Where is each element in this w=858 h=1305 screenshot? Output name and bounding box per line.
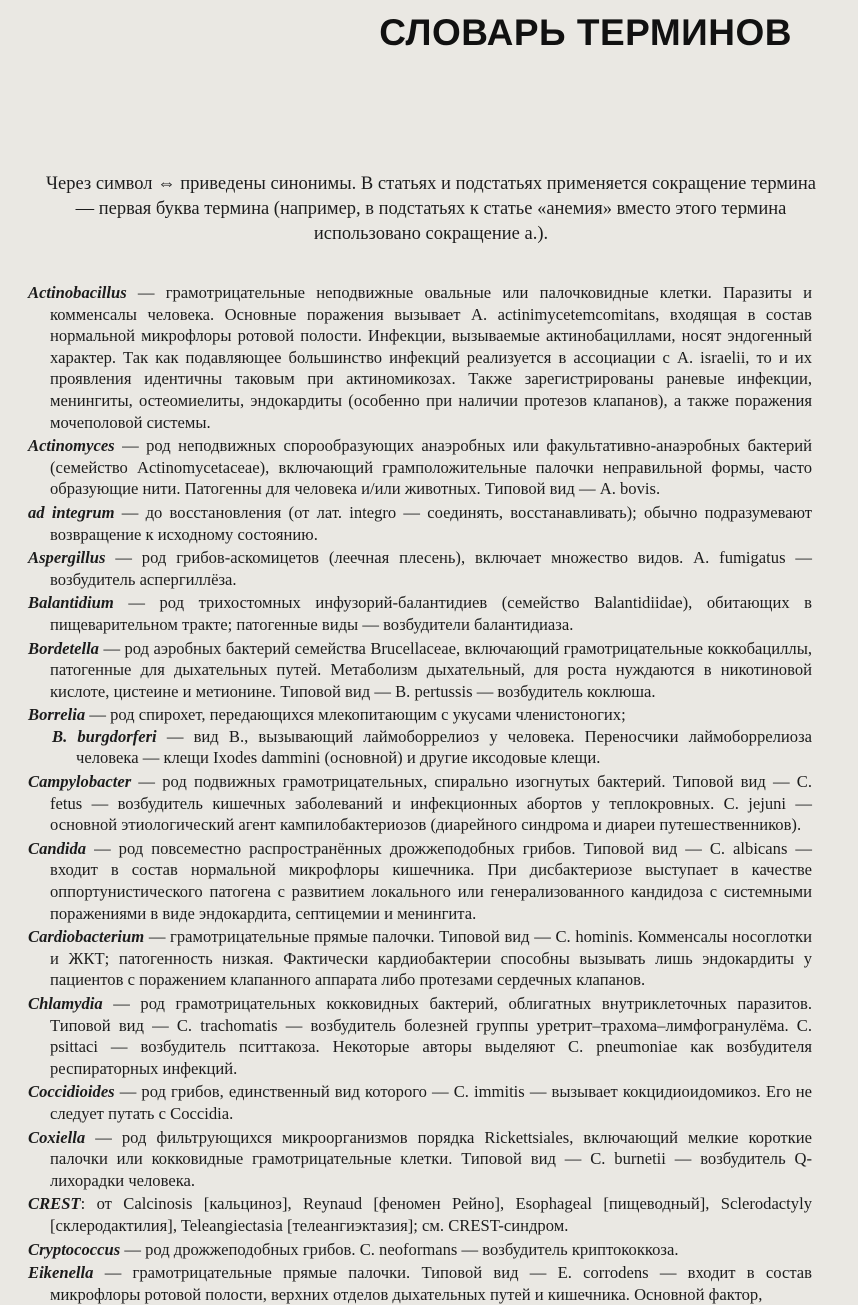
entry-actinomyces	[28, 435, 812, 500]
entry-term: Candida	[28, 838, 87, 858]
entry-term: Borrelia	[28, 705, 86, 725]
entry-term: Bordetella	[28, 638, 99, 658]
subentry-b-burgdorferi	[28, 726, 812, 769]
entry-text: — род подвижных грамотрицательных, спирально изогнутых бактерий. Типовой вид — C. fetus — возбудитель кишечных заболеваний и инфекционных абортов у теплокровных. C. jejuni — основной этиологический агент кампилобактериозов (диарейного синдрома и диареи путешественников).	[50, 772, 812, 835]
entry-text: — род грибов, единственный вид которого — C. immitis — вызывает кокцидиоидомикоз. Его не следует путать с Coccidia.	[50, 1082, 812, 1123]
entry-text: — род спирохет, передающихся млекопитающим с укусами членистоногих;	[85, 705, 626, 725]
entry-term: Actinomyces	[28, 436, 115, 456]
entry-text: — до восстановления (от лат. integro — соединять, восстанавливать); обычно подразумевают возвращение к исходному состоянию.	[50, 502, 813, 544]
entry-text: — род грибов-аскомицетов (леечная плесень), включает множество видов. A. fumigatus — возбудитель аспергиллёза.	[50, 548, 812, 589]
entry-eikenella	[28, 1262, 812, 1305]
entry-text: — грамотрицательные неподвижные овальные или палочковидные клетки. Паразиты и комменсалы человека. Основные поражения вызывает A. actinimycetemcomitans, входящая в состав нормальной микрофлоры ротовой полости. Инфекции, вызываемые актинобациллами, носят эндогенный характер. Так как подавляющее большинство инфекций реализуется в ассоциации с A. israelii, то и их проявления идентичны таковым при актиномикозах. Также зарегистрированы раневые инфекции, менингиты, остеомиелиты, эндокардиты (особенно при наличии протезов клапанов), а также поражения мочеполовой системы.	[50, 283, 812, 432]
entry-text: — род аэробных бактерий семейства Brucellaceae, включающий грамотрицательные коккобациллы, патогенные для дыхательных путей. Метаболизм дыхательный, для роста нуждаются в никотиновой кислоте, цистеине и метионине. Типовой вид — B. pertussis — возбудитель коклюша.	[50, 638, 812, 701]
entry-term: Chlamydia	[28, 994, 103, 1013]
entry-coxiella	[28, 1127, 812, 1192]
entry-cardiobacterium	[28, 926, 812, 991]
subentry-term: B. burgdorferi	[52, 726, 157, 746]
entry-term: Cryptococcus	[28, 1239, 121, 1259]
entry-term: Eikenella	[28, 1263, 94, 1283]
entry-crest	[28, 1193, 812, 1236]
entry-text: — грамотрицательные прямые палочки. Типовой вид — C. hominis. Комменсалы носоглотки и ЖКТ; патогенность низкая. Фактически кардиобактерии способны вызывать лишь эндокардиты у пациентов с поражением клапанного аппарата либо протезами сердечных клапанов.	[50, 927, 812, 990]
entry-text: — род грамотрицательных кокковидных бактерий, облигатных внутриклеточных паразитов. Типовой вид — C. trachomatis — возбудитель болезней группы уретрит–трахома–лимфогранулёма. C. psittaci — возбудитель пситтакоза. Некоторые авторы выделяют C. pneumoniae как возбудителя респираторных инфекций.	[50, 994, 812, 1078]
intro-paragraph: Через символ ⇔ приведены синонимы. В статьях и подстатьях применяется сокращение термина — первая буква термина (например, в подстатьях к статье «анемия» вместо этого термина использовано сокращение а.).	[45, 174, 817, 244]
entry-actinobacillus	[28, 282, 812, 433]
entry-aspergillus	[28, 547, 812, 590]
entry-coccidioides	[28, 1081, 812, 1124]
subentry-text: — вид B., вызывающий лаймоборрелиоз у человека. Переносчики лаймоборрелиоза человека — клещи Ixodes dammini (основной) и другие иксодовые клещи.	[76, 726, 813, 768]
entry-text: — род фильтрующихся микроорганизмов порядка Rickettsiales, включающий мелкие короткие палочки или кокковидные грамотрицательные клетки. Типовой вид — C. burnetii — возбудитель Q-лихорадки человека.	[50, 1127, 812, 1190]
entry-cryptococcus	[28, 1239, 812, 1261]
entry-term: Balantidium	[28, 593, 114, 613]
entry-ad-integrum	[28, 502, 812, 545]
entry-borrelia	[28, 704, 812, 726]
entry-term: Actinobacillus	[28, 283, 127, 302]
entry-candida	[28, 838, 812, 924]
page-title: СЛОВАРЬ ТЕРМИНОВ	[379, 12, 792, 53]
entry-text: — род трихостомных инфузорий-балантидиев (семейство Balantidiidae), обитающих в пищеварительном тракте; патогенные виды — возбудители балантидиаза.	[50, 593, 812, 634]
entry-balantidium	[28, 592, 812, 635]
entry-term: Coxiella	[28, 1127, 86, 1147]
entry-chlamydia	[28, 993, 812, 1079]
entry-campylobacter	[28, 771, 812, 836]
entry-list	[28, 282, 812, 1305]
entry-text: — род неподвижных спорообразующих анаэробных или факультативно-анаэробных бактерий (семейство Actinomycetaceae), включающий грамположительные палочки неправильной формы, часто образующие нити. Патогенны для человека и/или животных. Типовой вид — A. bovis.	[50, 436, 812, 499]
entry-bordetella	[28, 638, 812, 703]
entry-term: CREST	[28, 1194, 81, 1214]
entry-term: Campylobacter	[28, 772, 132, 792]
entry-term: Cardiobacterium	[28, 927, 145, 947]
entry-term: ad integrum	[28, 502, 115, 522]
entry-text: — грамотрицательные прямые палочки. Типовой вид — E. corrodens — входит в состав микрофлоры ротовой полости, верхних отделов дыхательных путей и кишечника. Основной фактор,	[50, 1263, 812, 1304]
entry-term: Aspergillus	[28, 548, 106, 568]
entry-text: — род дрожжеподобных грибов. C. neoformans — возбудитель криптококкоза.	[120, 1239, 679, 1259]
entry-text: — род повсеместно распространённых дрожжеподобных грибов. Типовой вид — C. albicans — входит в состав нормальной микрофлоры кишечника. При дисбактериозе выступает в качестве оппортунистического патогена с развитием локального или генерализованного кандидоза с системными поражениями в виде эндокардита, септицемии и менингита.	[50, 838, 812, 923]
entry-term: Coccidioides	[28, 1082, 115, 1102]
entry-text: : от Calcinosis [кальциноз], Reynaud [феномен Рейно], Esophageal [пищеводный], Sclerodactyly [склеродактилия], Teleangiectasia [телеангиэктазия]; см. CREST-синдром.	[50, 1194, 812, 1235]
